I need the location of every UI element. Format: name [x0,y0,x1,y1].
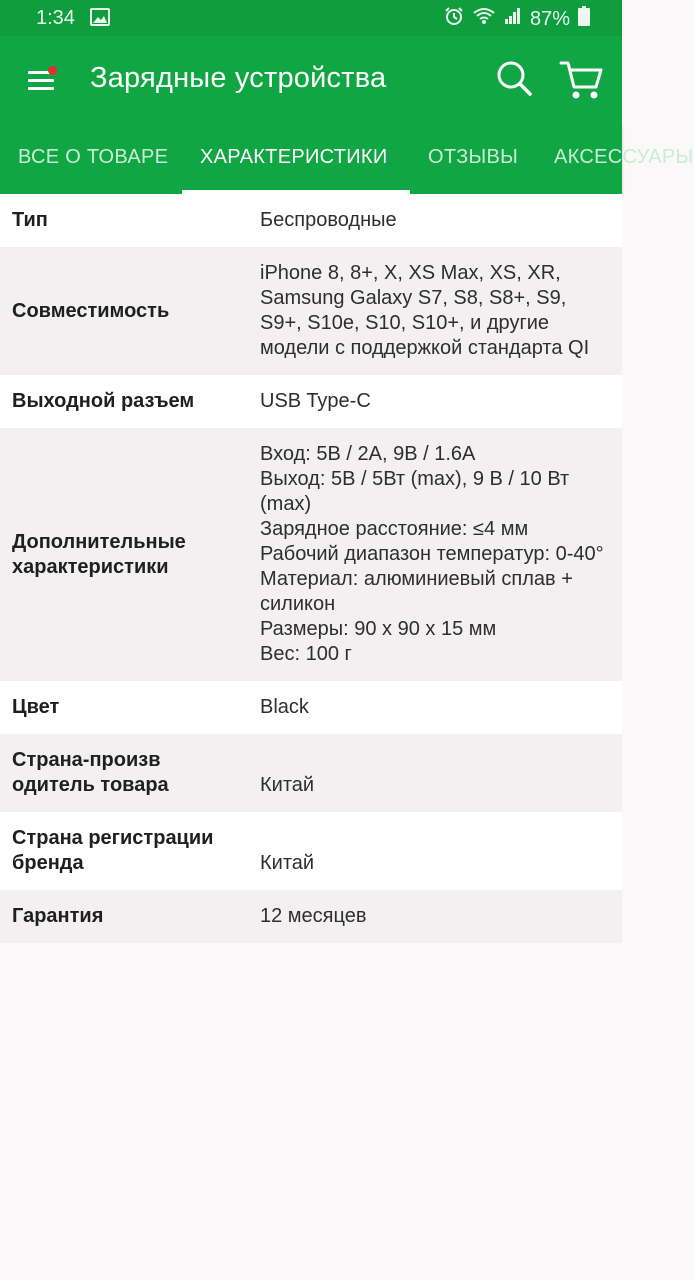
spec-label: Выходной разъем [12,390,195,412]
spec-label: Тип [12,209,48,231]
status-time: 1:34 [36,7,75,29]
spec-value [260,442,622,667]
spec-label: Цвет [12,696,60,718]
spec-label: Гарантия [12,905,104,927]
spec-row-type [0,194,622,247]
spec-value: USB Type-C [260,390,371,412]
spec-value-line: Вес: 100 г [260,643,352,665]
spec-label: Дополнительные характеристики [12,530,186,578]
wifi-icon [472,7,496,31]
spec-row-compatibility [0,247,622,375]
cart-icon [558,58,604,102]
search-icon [494,58,534,98]
alarm-icon [444,6,464,32]
spec-value: Black [260,696,309,718]
notification-dot [48,66,57,75]
spec-value: 12 месяцев [260,905,367,927]
spec-row-country-manufacturer [0,734,622,812]
spec-row-warranty [0,890,622,943]
spec-value-line: Размеры: 90 х 90 х 15 мм [260,618,497,640]
battery-icon [578,6,590,32]
tab-reviews[interactable]: ОТЗЫВЫ [428,146,519,168]
tab-bar [0,124,694,194]
menu-button[interactable] [28,66,60,94]
spec-value-line: Зарядное расстояние: ≤4 мм [260,518,529,540]
signal-icon [504,7,522,31]
specs-table [0,194,622,943]
page-title: Зарядные устройства [90,62,387,94]
spec-label: Совместимость [12,299,170,322]
spec-value: Китай [260,774,315,796]
app-bar [0,36,622,124]
gallery-notification-icon [90,8,110,32]
tab-characteristics[interactable]: ХАРАКТЕРИСТИКИ [200,146,388,168]
spec-row-brand-country [0,812,622,890]
search-button[interactable] [494,58,534,98]
spec-label: Страна регистрации бренда [12,827,214,874]
status-bar [0,0,622,36]
spec-value: Китай [260,852,315,874]
spec-value-line: Выход: 5В / 5Вт (max), 9 В / 10 Вт (max) [260,468,570,515]
battery-percent: 87% [529,7,570,30]
spec-value-line: Вход: 5В / 2А, 9В / 1.6А [260,443,476,465]
spec-value-line: Материал: алюминиевый сплав + силикон [260,568,573,615]
spec-value: iPhone 8, 8+, X, XS Max, XS, XR, Samsung Galaxy S7, S8, S8+, S9, S9+, S10e, S10, S10+, и другие модели с поддержкой стандарта QI [260,262,590,359]
spec-value-line: Рабочий диапазон температур: 0-40° [260,543,604,565]
tab-accessories[interactable]: АКСЕССУАРЫ [554,146,694,168]
spec-label: Страна-производитель товара [12,749,169,796]
tab-all-about-product[interactable]: ВСЕ О ТОВАРЕ [18,146,169,168]
cart-button[interactable] [558,58,604,102]
spec-row-color [0,681,622,734]
spec-row-output-connector [0,375,622,428]
spec-row-additional [0,428,622,681]
spec-value: Беспроводные [260,209,397,231]
